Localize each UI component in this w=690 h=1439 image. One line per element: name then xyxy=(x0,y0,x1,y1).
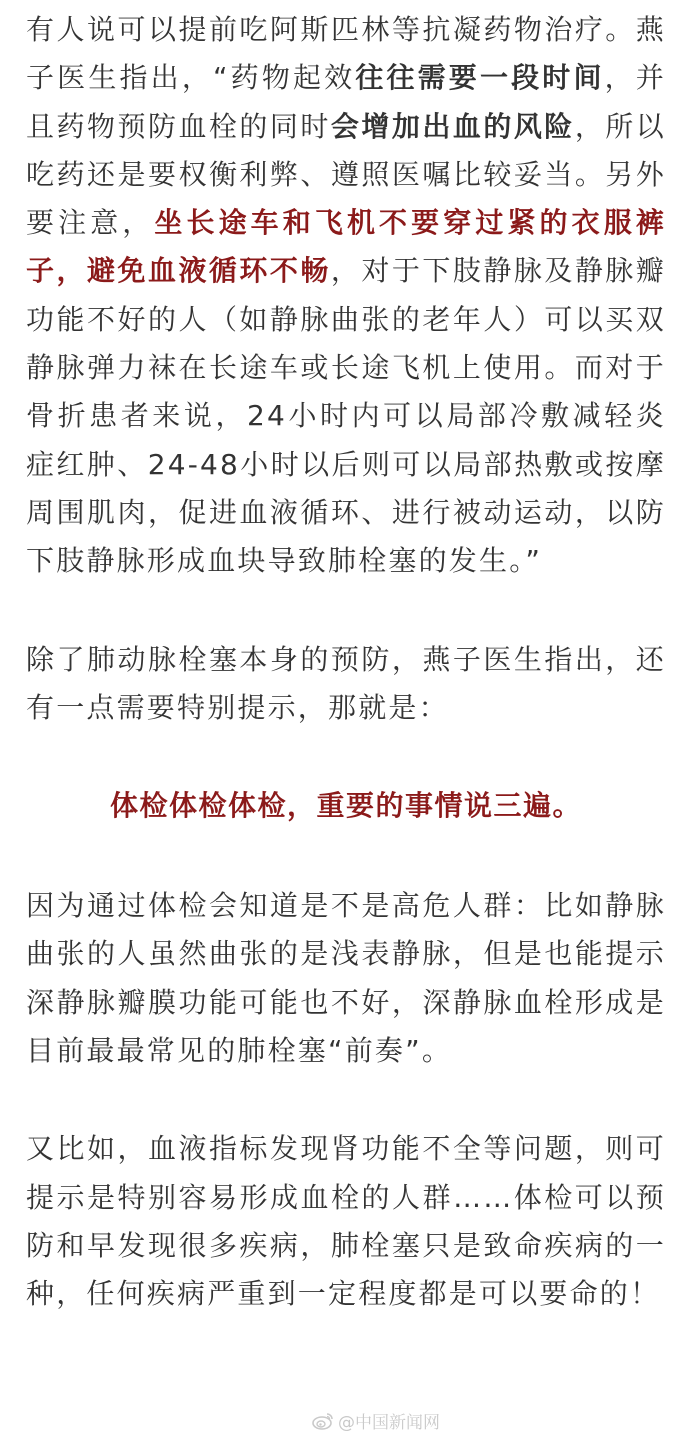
paragraph-3: 因为通过体检会知道是不是高危人群：比如静脉曲张的人虽然曲张的是浅表静脉，但是也能提示深静脉瓣膜功能可能也不好，深静脉血栓形成是目前最最常见的肺栓塞“前奏”。 xyxy=(26,889,666,1068)
watermark xyxy=(312,1408,440,1433)
paragraph-4: 又比如，血液指标发现肾功能不全等问题，则可提示是特别容易形成血栓的人群……体检可以预防和早发现很多疾病，肺栓塞只是致命疾病的一种，任何疾病严重到一定程度都是可以要命的！ xyxy=(26,1132,666,1311)
watermark-text: @中国新闻网 xyxy=(338,1413,440,1433)
highlight-line: 体检体检体检，重要的事情说三遍。 xyxy=(109,789,582,823)
weibo-icon xyxy=(312,1412,334,1430)
p1-text-3: ，所以吃药还是要权衡利弊、遵照医嘱比较妥当。另外要注意， xyxy=(26,109,666,240)
p1-text-4: ，对于下肢静脉及静脉瓣功能不好的人（如静脉曲张的老年人）可以买双静脉弹力袜在长途车或长途飞机上使用。而对于骨折患者来说，24小时内可以局部冷敷减轻炎症红肿、24-48小时以后则可以局部热敷或按摩周围肌肉，促进血液循环、进行被动运动，以防下肢静脉形成血块导致肺栓塞的发生。” xyxy=(26,254,666,578)
article-body xyxy=(26,6,666,1319)
p1-bold-1: 往往需要一段时间 xyxy=(355,61,605,95)
p1-bold-2: 会增加出血的风险 xyxy=(330,109,575,143)
p1-text-1: 有人说可以提前吃阿斯匹林等抗凝药物治疗。燕子医生指出，“药物起效 xyxy=(26,13,666,95)
p1-red-highlight: 坐长途车和飞机不要穿过紧的衣服裤子，避免血液循环不畅 xyxy=(26,206,667,288)
paragraph-2: 除了肺动脉栓塞本身的预防，燕子医生指出，还有一点需要特别提示，那就是： xyxy=(26,642,666,724)
paragraph-1 xyxy=(26,6,666,586)
p1-text-2: ，并且药物预防血栓的同时 xyxy=(26,61,666,143)
